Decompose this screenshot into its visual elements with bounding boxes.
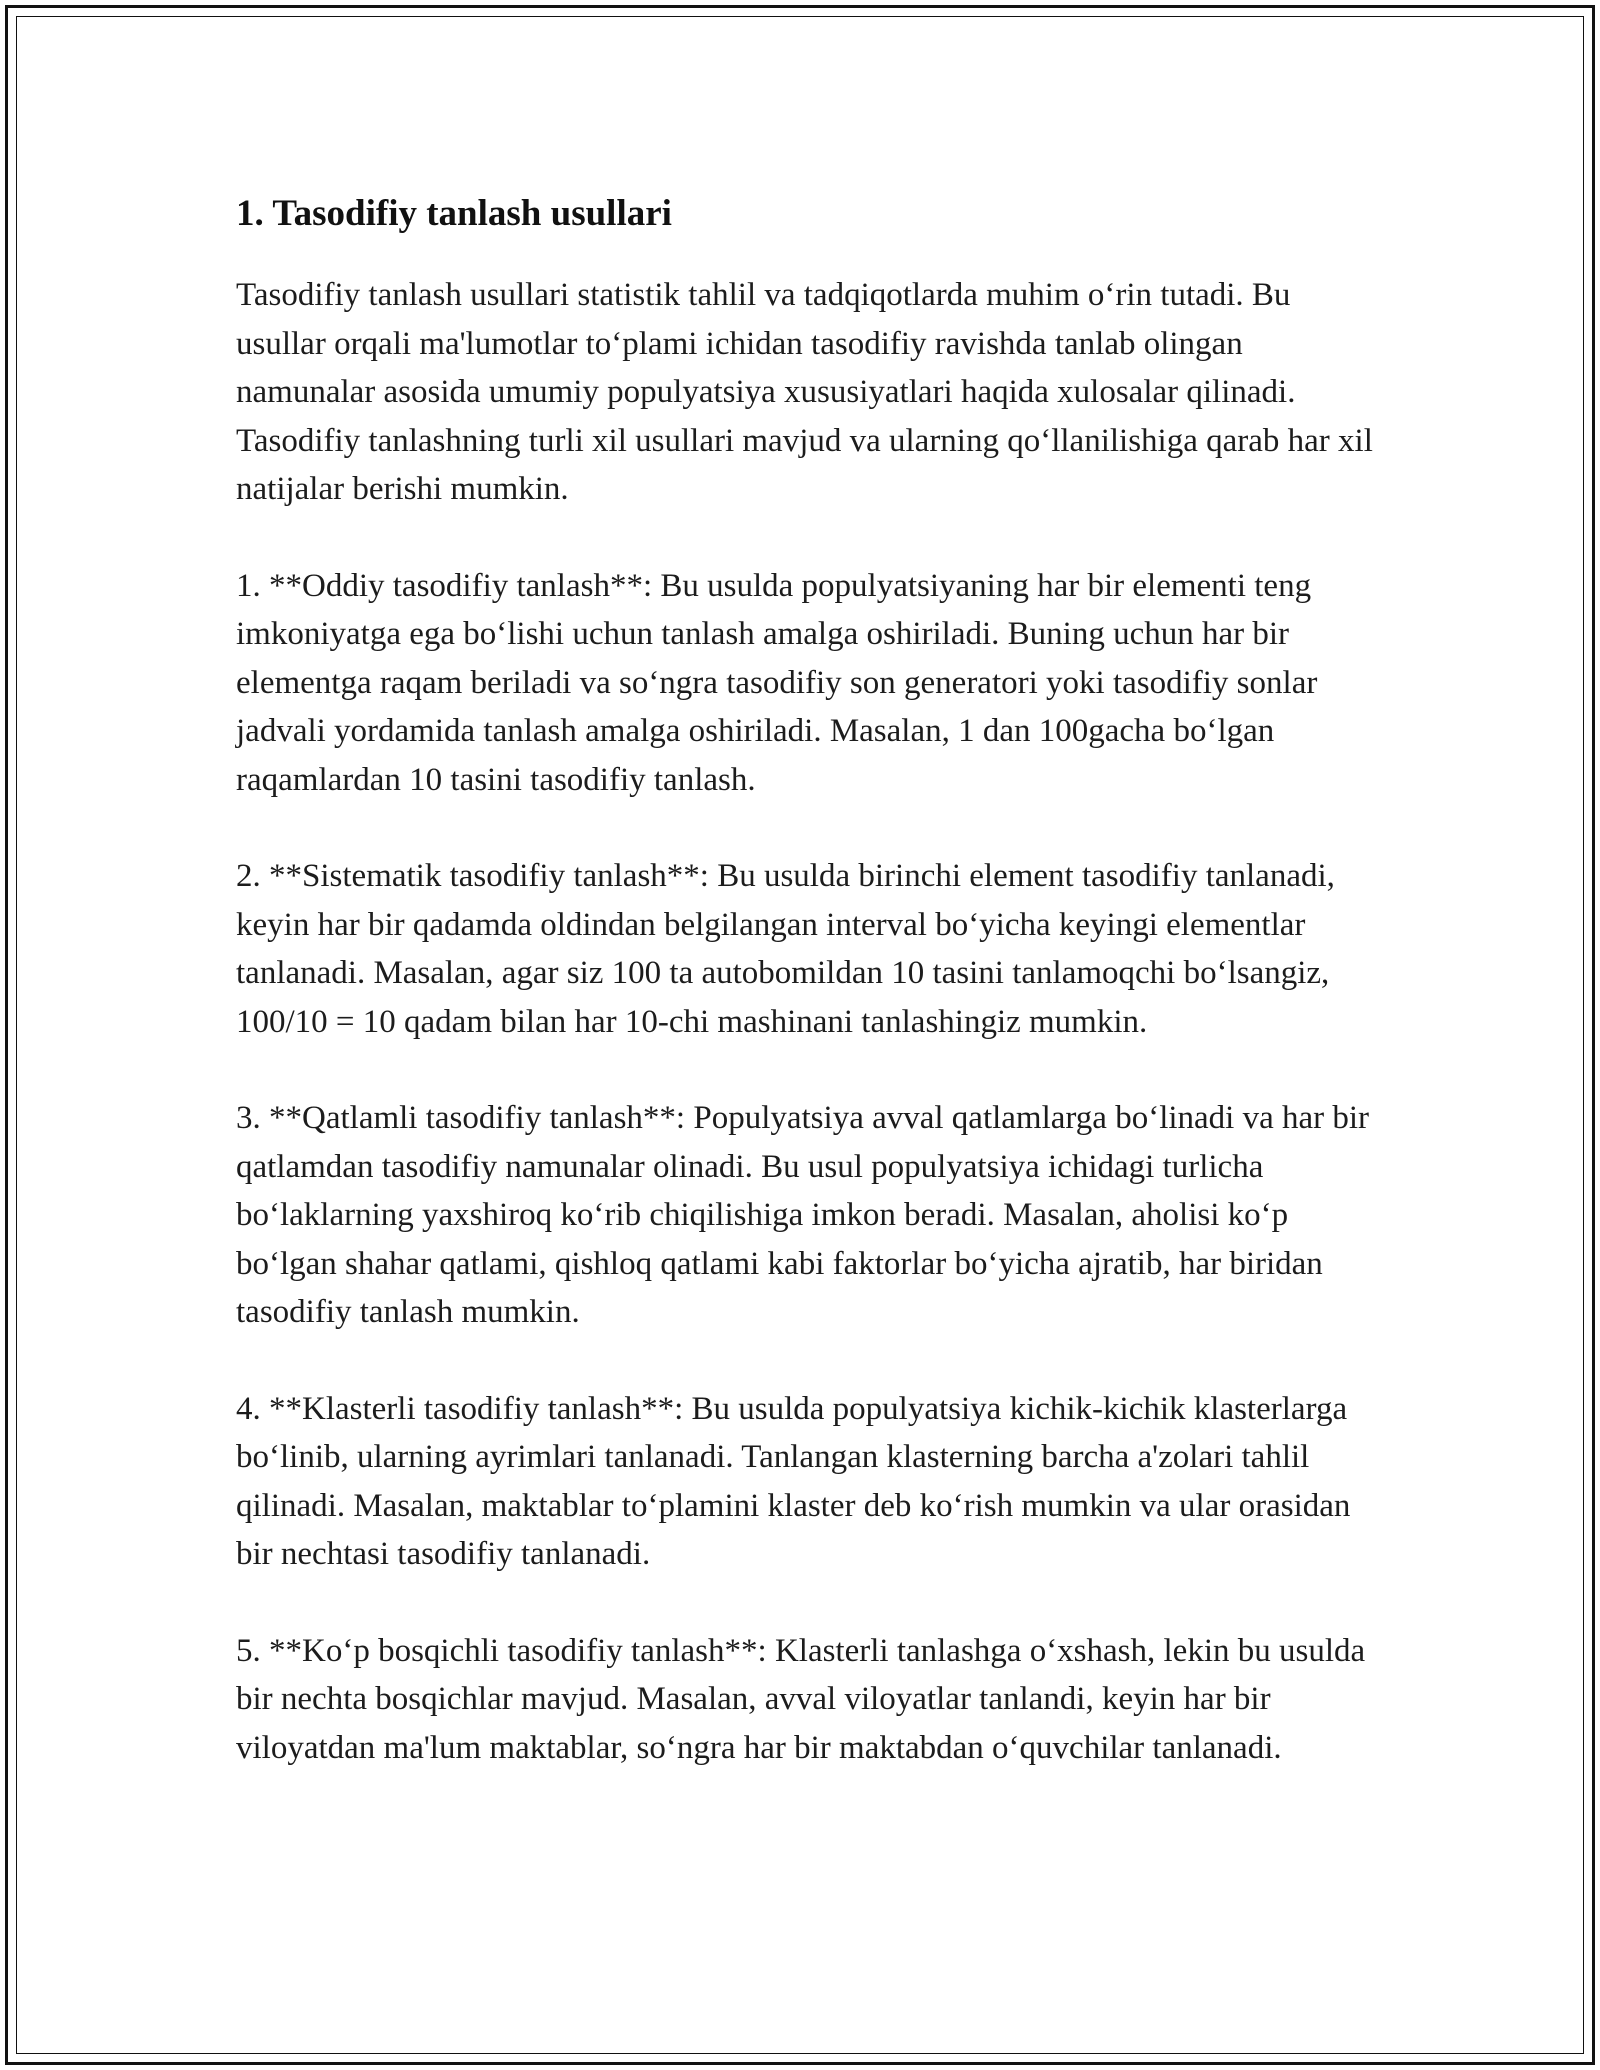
paragraph-cluster-sampling: 4. **Klasterli tasodifiy tanlash**: Bu usulda populyatsiya kichik-kichik klasterlarga bo‘linib, ularning ayrimlari tanlanadi. Tanlangan klasterning barcha a'zolari tahlil qilinadi. Masalan, maktablar to‘plamini klaster deb ko‘rish mumkin va ular orasidan bir nechtasi tasodifiy tanlanadi. bbox=[236, 1390, 1351, 1572]
paragraph-simple-random-sampling: 1. **Oddiy tasodifiy tanlash**: Bu usulda populyatsiyaning har bir elementi teng imkoniyatga ega bo‘lishi uchun tanlash amalga oshiriladi. Buning uchun har bir elementga raqam beriladi va so‘ngra tasodifiy son generatori yoki tasodifiy sonlar jadvali yordamida tanlash amalga oshiriladi. Masalan, 1 dan 100gacha bo‘lgan raqamlardan 10 tasini tasodifiy tanlash. bbox=[236, 567, 1318, 798]
paragraph-systematic-sampling: 2. **Sistematik tasodifiy tanlash**: Bu usulda birinchi element tasodifiy tanlanadi, keyin har bir qadamda oldindan belgilangan interval bo‘yicha keyingi elementlar tanlanadi. Masalan, agar siz 100 ta autobomildan 10 tasini tanlamoqchi bo‘lsangiz, 100/10 = 10 qadam bilan har 10-chi mashinani tanlashingiz mumkin. bbox=[236, 858, 1335, 1040]
paragraph-stratified-sampling: 3. **Qatlamli tasodifiy tanlash**: Populyatsiya avval qatlamlarga bo‘linadi va har bir qatlamdan tasodifiy namunalar olinadi. Bu usul populyatsiya ichidagi turlicha bo‘laklarning yaxshiroq ko‘rib chiqilishiga imkon beradi. Masalan, aholisi ko‘p bo‘lgan shahar qatlami, qishloq qatlami kabi faktorlar bo‘yicha ajratib, har biridan tasodifiy tanlash mumkin. bbox=[236, 1100, 1370, 1330]
intro-paragraph: Tasodifiy tanlash usullari statistik tahlil va tadqiqotlarda muhim o‘rin tutadi. Bu usullar orqali ma'lumotlar to‘plami ichidan tasodifiy ravishda tanlab olingan namunalar asosida umumiy populyatsiya xususiyatlari haqida xulosalar qilinadi. Tasodifiy tanlashning turli xil usullari mavjud va ularning qo‘llanilishiga qarab har xil natijalar berishi mumkin. bbox=[236, 277, 1373, 507]
paragraph-multistage-sampling: 5. **Ko‘p bosqichli tasodifiy tanlash**: Klasterli tanlashga o‘xshash, lekin bu usulda bir nechta bosqichlar mavjud. Masalan, avval viloyatlar tanlandi, keyin har bir viloyatdan ma'lum maktablar, so‘ngra har bir maktabdan o‘quvchilar tanlanadi. bbox=[236, 1632, 1366, 1766]
document-title: 1. Tasodifiy tanlash usullari bbox=[236, 193, 672, 234]
document-body bbox=[236, 185, 1376, 1820]
